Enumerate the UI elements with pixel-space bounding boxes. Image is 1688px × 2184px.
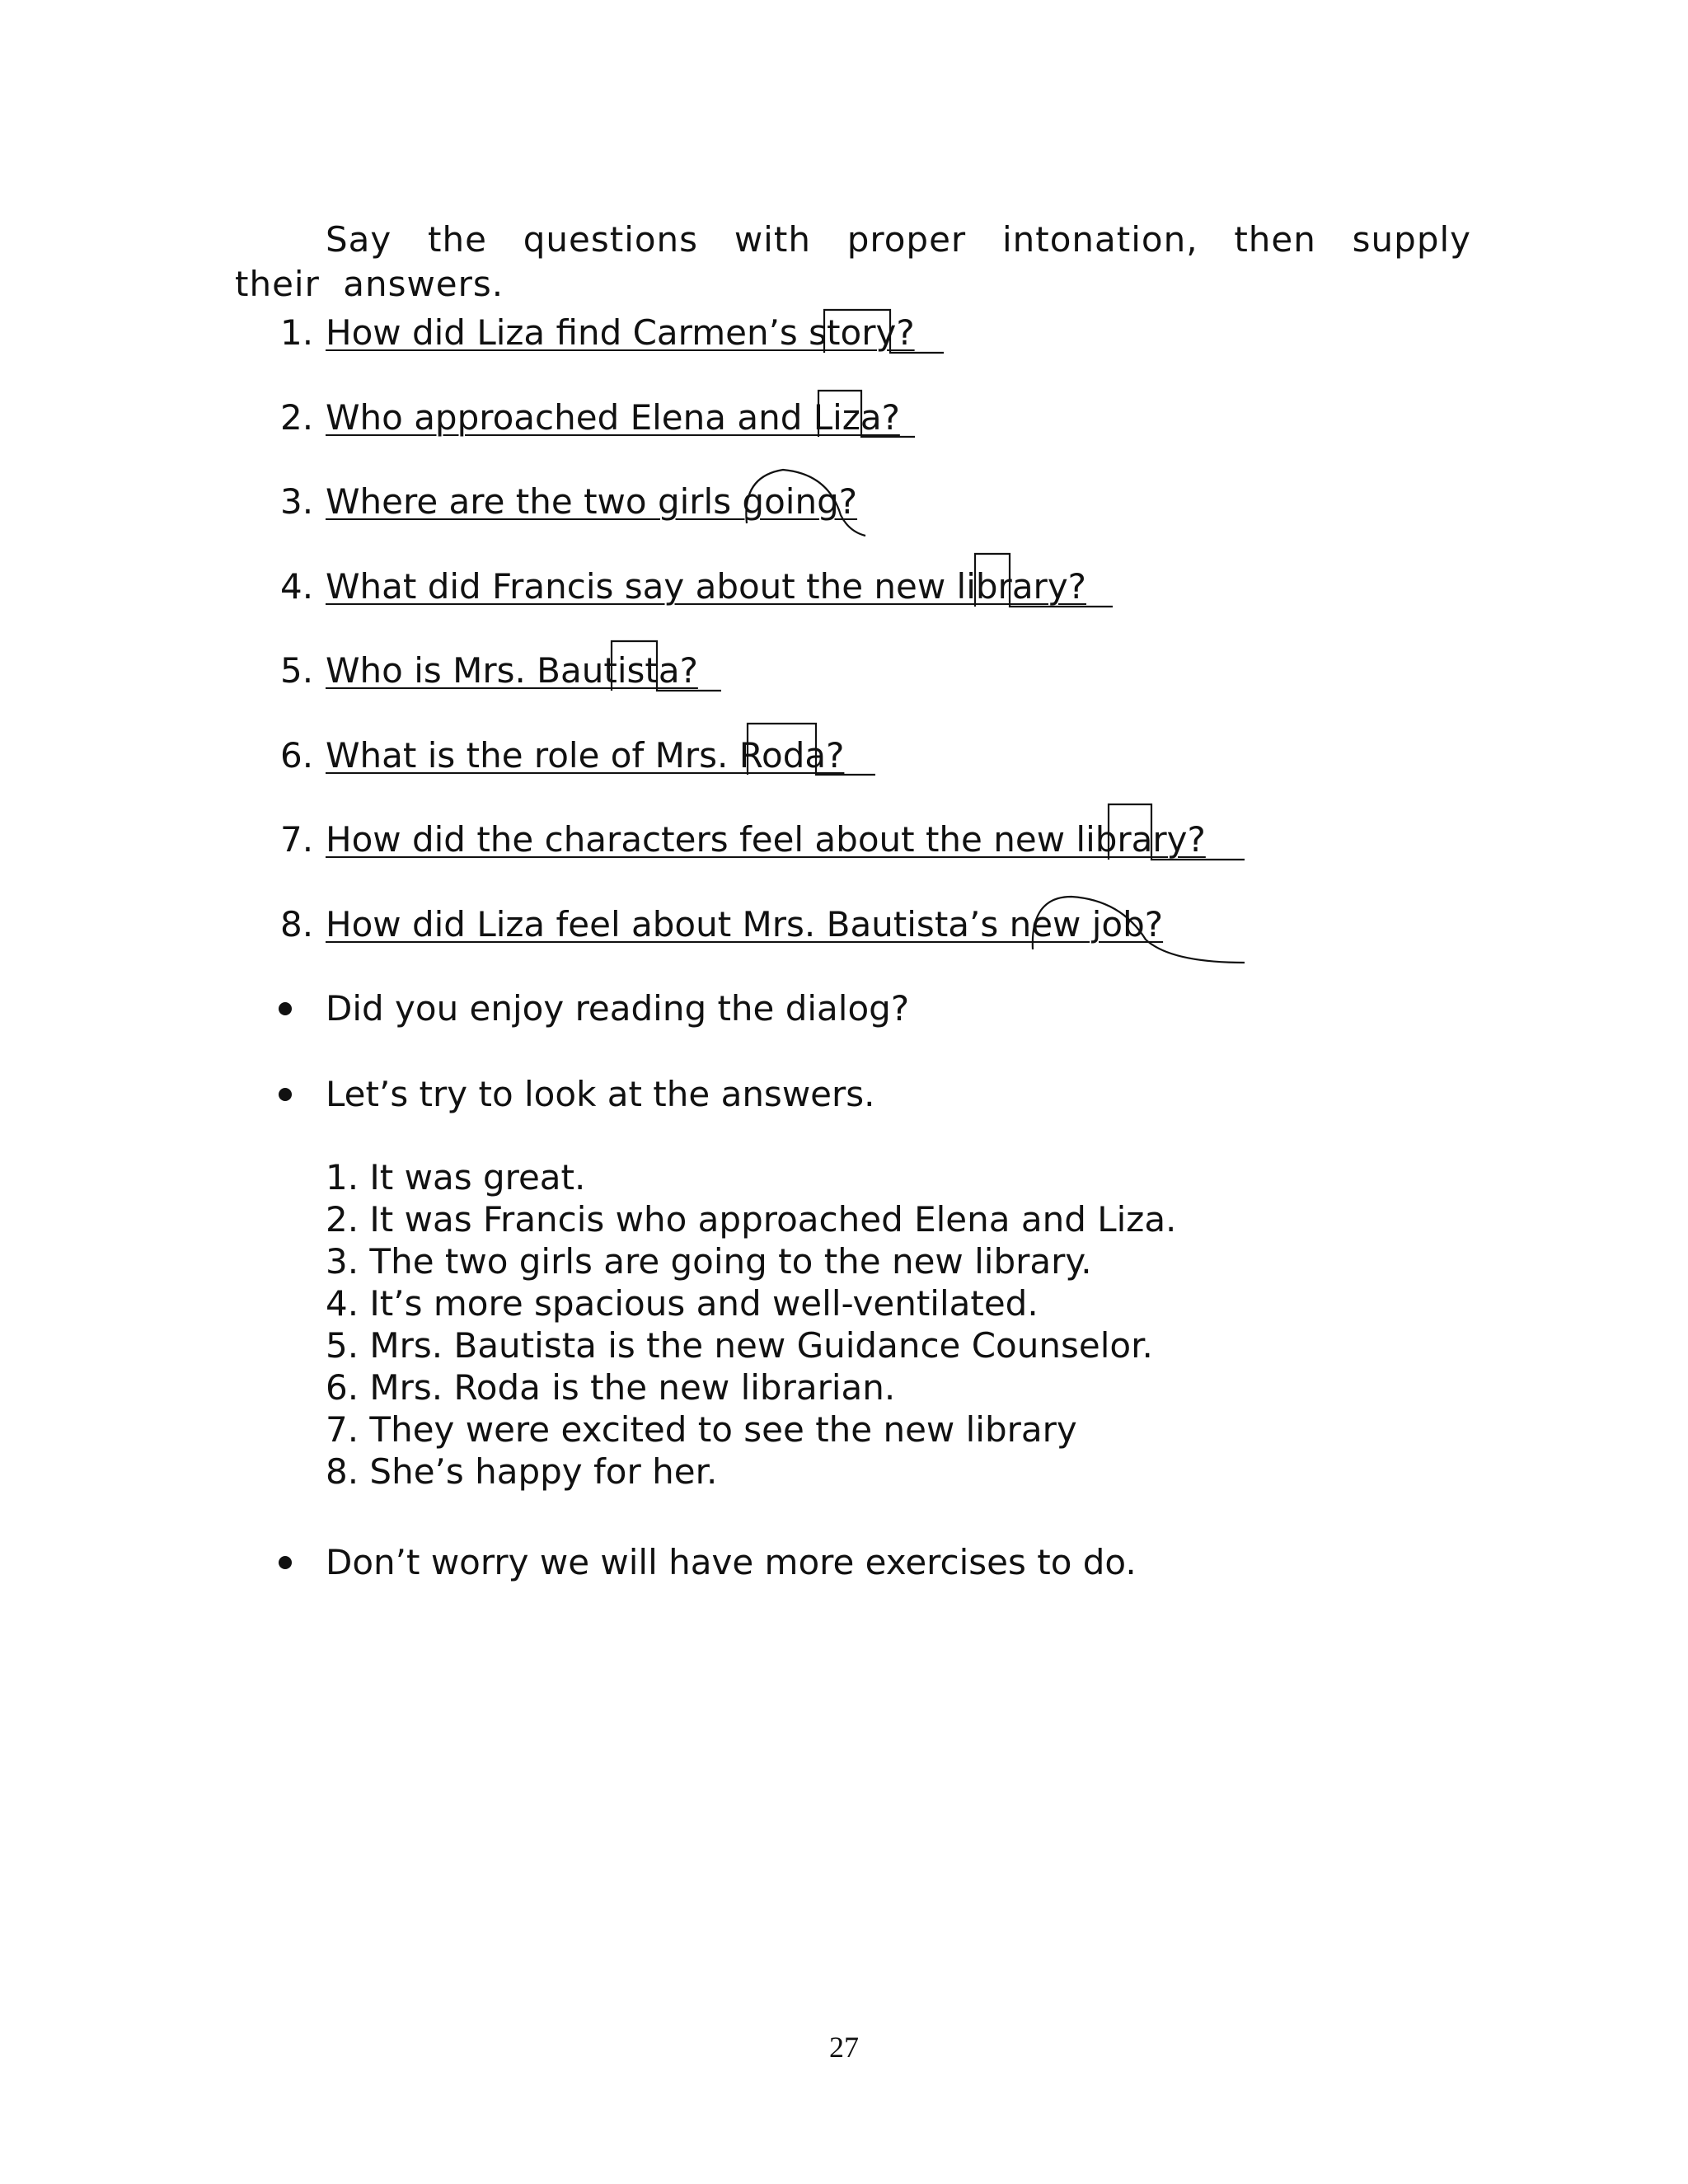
answer-line: 4. It’s more spacious and well-ventilated.: [326, 1283, 1039, 1324]
answer-line: 3. The two girls are going to the new library.: [326, 1241, 1092, 1282]
bullet-dot: [279, 1556, 292, 1569]
bullet-dot: [279, 1088, 292, 1101]
intonation-mark: [1033, 897, 1245, 963]
answer-line: 5. Mrs. Bautista is the new Guidance Counselor.: [326, 1325, 1153, 1366]
intonation-mark: [746, 470, 865, 536]
intonation-mark: [748, 724, 875, 775]
intonation-mark: [818, 391, 915, 437]
intonation-mark: [824, 310, 944, 353]
answer-line: 1. It was great.: [326, 1157, 586, 1197]
question-text: Who is Mrs. Bautista?: [326, 650, 698, 691]
question-text: How did Liza feel about Mrs. Bautista’s new job?: [326, 904, 1164, 944]
bullet-text: Did you enjoy reading the dialog?: [326, 988, 910, 1029]
question-number: 3.: [280, 481, 314, 522]
question-number: 7.: [280, 819, 314, 860]
page-number: 27: [829, 2031, 859, 2064]
question-text: How did Liza find Carmen’s story?: [326, 312, 915, 353]
bullet-text: Let’s try to look at the answers.: [326, 1074, 875, 1114]
answer-line: 2. It was Francis who approached Elena and Liza.: [326, 1199, 1177, 1240]
intonation-mark: [612, 641, 721, 691]
answer-line: 7. They were excited to see the new library: [326, 1409, 1077, 1450]
question-text: Where are the two girls going?: [326, 481, 858, 522]
question-number: 2.: [280, 397, 314, 438]
intonation-mark: [975, 554, 1113, 607]
bullet-dot: [279, 1002, 292, 1015]
question-number: 1.: [280, 312, 314, 353]
answer-line: 8. She’s happy for her.: [326, 1451, 718, 1492]
question-text: Who approached Elena and Liza?: [326, 397, 900, 438]
answer-line: 6. Mrs. Roda is the new librarian.: [326, 1367, 896, 1408]
question-number: 5.: [280, 650, 314, 691]
question-number: 8.: [280, 904, 314, 944]
question-number: 6.: [280, 735, 314, 776]
question-text: How did the characters feel about the new library?: [326, 819, 1206, 860]
bullet-text: Don’t worry we will have more exercises to do.: [326, 1542, 1137, 1582]
question-text: What is the role of Mrs. Roda?: [326, 735, 845, 776]
question-number: 4.: [280, 566, 314, 607]
question-text: What did Francis say about the new library?: [326, 566, 1086, 607]
intonation-mark: [1109, 804, 1245, 860]
instruction-paragraph: Say the questions with proper intonation, then supply their answers.: [235, 219, 1471, 304]
